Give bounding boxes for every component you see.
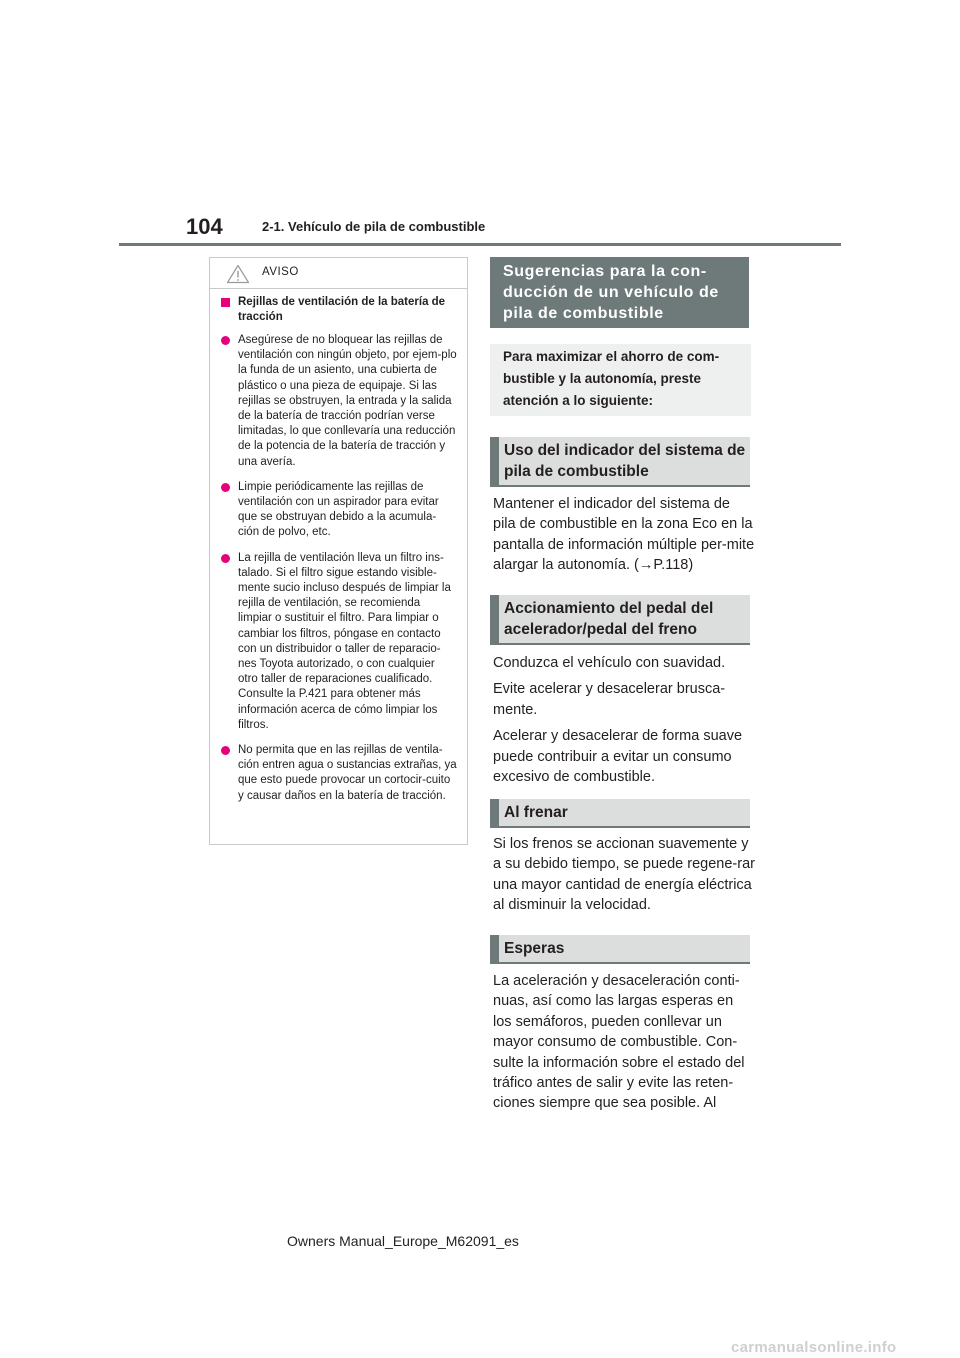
circle-bullet-icon (221, 746, 230, 755)
warning-triangle-icon (226, 264, 250, 289)
subhead-fuel-cell-indicator: Uso del indicador del sistema de pila de combustible (490, 437, 750, 487)
page-number: 104 (186, 214, 223, 239)
warning-list-item-text: Asegúrese de no bloquear las rejillas de ventilación con ningún objeto, por ejem-plo la funda de un asiento, una cubierta de plástico o una pieza de equipaje. Si las rejillas se obstruyen, la entrada y la salida de la batería de tracción podrían verse limitadas, lo que conllevaría una reducción de la potencia de la batería de tracción y una avería. (238, 334, 457, 468)
paragraph: Si los frenos se accionan suavemente y a su debido tiempo, se puede regene-rar una mayor cantidad de energía eléctrica al disminuir la velocidad. (493, 836, 755, 914)
warning-list-item (220, 480, 457, 541)
footer-text: Owners Manual_Europe_M62091_es (287, 1233, 519, 1249)
warning-list-item-text: La rejilla de ventilación lleva un filtro ins-talado. Si el filtro sigue estando visible-mente sucio incluso después de limpiar la rejilla de ventilación, se recomienda limpiar o sustituir el filtro. Para limpiar o cambiar los filtros, póngase en contacto con un distribuidor o taller de reparacio-nes Toyota autorizado, o con cualquier otro taller de reparaciones cualificado. Consulte la P.421 para obtener más información acerca de cómo limpiar los filtros. (238, 551, 451, 731)
circle-bullet-icon (221, 483, 230, 492)
warning-box (209, 257, 468, 845)
paragraph: La aceleración y desaceleración conti-nuas, así como las largas esperas en los semáforos, pueden conllevar un mayor consumo de combustible. Con-sulte la información sobre el estado del tráfico antes de salir y evite las reten-ciones siempre que sea posible. Al (493, 973, 745, 1112)
warning-header (210, 258, 467, 289)
paragraph: Acelerar y desacelerar de forma suave puede contribuir a evitar un consumo excesivo de combustible. (493, 728, 743, 786)
warning-subheading (220, 295, 457, 325)
warning-list-item (220, 551, 457, 733)
header-rule (119, 243, 841, 246)
subhead-waiting: Esperas (490, 935, 750, 964)
circle-bullet-icon (221, 336, 230, 345)
main-banner: Sugerencias para la con-ducción de un vehículo de pila de combustible (490, 257, 749, 328)
body-paragraphs (493, 494, 755, 582)
intro-box: Para maximizar el ahorro de com-bustible y la autonomía, preste atención a lo siguiente: (490, 344, 751, 416)
warning-subheading-text: Rejillas de ventilación de la batería de tracción (238, 296, 446, 323)
body-paragraphs (493, 653, 755, 793)
warning-list-item (220, 333, 457, 470)
watermark: carmanualsonline.info (731, 1339, 897, 1356)
warning-content (210, 289, 467, 804)
subhead-pedals: Accionamiento del pedal del acelerador/pedal del freno (490, 595, 750, 645)
paragraph: Conduzca el vehículo con suavidad. (493, 655, 726, 671)
warning-label: AVISO (262, 266, 299, 278)
body-paragraphs (493, 834, 755, 922)
section-title: 2-1. Vehículo de pila de combustible (262, 219, 486, 234)
body-paragraphs (493, 971, 755, 1120)
circle-bullet-icon (221, 554, 230, 563)
warning-list-item-text: No permita que en las rejillas de ventila-ción entren agua o sustancias extrañas, ya que esto puede provocar un cortocir-cuito y causar daños en la batería de tracción. (238, 744, 457, 802)
paragraph: Evite acelerar y desacelerar brusca-mente. (493, 681, 726, 718)
warning-list-item (220, 743, 457, 804)
square-bullet-icon (221, 298, 230, 307)
warning-list-item-text: Limpie periódicamente las rejillas de ventilación con un aspirador para evitar que se obstruyan debido a la acumula-ción de polvo, etc. (238, 480, 439, 539)
subhead-braking: Al frenar (490, 799, 750, 828)
paragraph: Mantener el indicador del sistema de pila de combustible en la zona Eco en la pantalla de información múltiple per-mite alargar la autonomía. (→P.118) (493, 496, 755, 574)
